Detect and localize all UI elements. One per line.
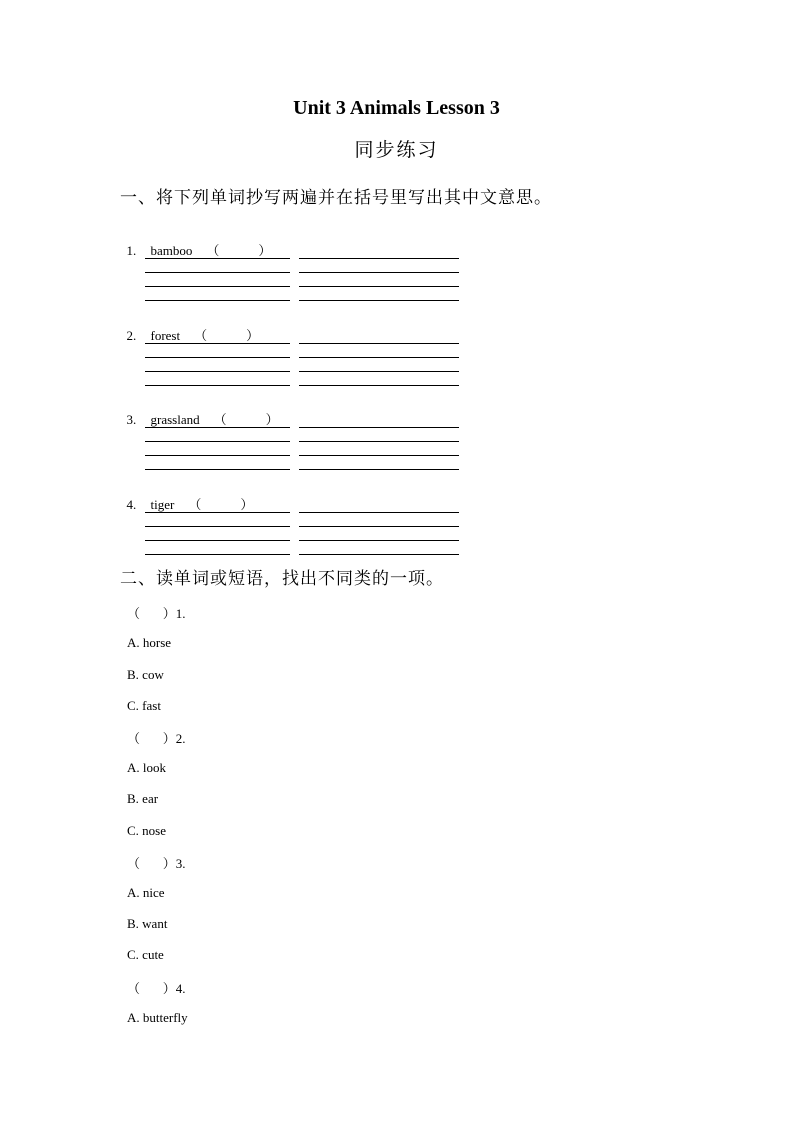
writing-lines-2[interactable] — [145, 343, 460, 387]
page-subtitle: 同步练习 — [354, 139, 439, 161]
question-3-option-b: B. want — [127, 916, 168, 931]
item-word: grassland — [150, 412, 200, 427]
question-3-option-c: C. cute — [127, 947, 164, 962]
writing-lines-4[interactable] — [145, 512, 460, 556]
question-1-option-b: B. cow — [127, 667, 164, 682]
item-number: 2. — [126, 328, 137, 343]
writing-lines-3[interactable] — [145, 427, 460, 471]
question-3-option-a: A. nice — [127, 885, 165, 900]
item-number: 3. — [126, 412, 137, 427]
meaning-blank[interactable]: （ ） — [188, 497, 254, 512]
copy-item-1 — [120, 224, 271, 259]
item-word: tiger — [150, 497, 175, 512]
item-number: 4. — [126, 497, 137, 512]
item-word: bamboo — [150, 243, 193, 258]
copy-item-4 — [120, 478, 253, 513]
question-2-option-a: A. look — [127, 760, 166, 775]
question-2-stem[interactable]: （ ）2. — [127, 731, 186, 746]
question-4-stem[interactable]: （ ）4. — [127, 981, 186, 996]
meaning-blank[interactable]: （ ） — [206, 243, 272, 258]
section-1-heading: 一、将下列单词抄写两遍并在括号里写出其中文意思。 — [120, 188, 552, 208]
page-title: Unit 3 Animals Lesson 3 — [293, 97, 500, 119]
section-2-heading: 二、读单词或短语，找出不同类的一项。 — [120, 569, 444, 589]
item-number: 1. — [126, 243, 137, 258]
question-2-option-b: B. ear — [127, 791, 159, 806]
question-2-option-c: C. nose — [127, 823, 166, 838]
question-1-stem[interactable]: （ ）1. — [127, 606, 186, 621]
question-3-stem[interactable]: （ ）3. — [127, 856, 186, 871]
question-1-option-a: A. horse — [127, 635, 172, 650]
copy-item-3 — [120, 393, 279, 428]
question-1-option-c: C. fast — [127, 698, 161, 713]
item-word: forest — [150, 328, 181, 343]
meaning-blank[interactable]: （ ） — [194, 328, 260, 343]
meaning-blank[interactable]: （ ） — [213, 412, 279, 427]
question-4-option-a: A. butterfly — [127, 1010, 188, 1025]
writing-lines-1[interactable] — [145, 258, 460, 302]
copy-item-2 — [120, 309, 259, 344]
